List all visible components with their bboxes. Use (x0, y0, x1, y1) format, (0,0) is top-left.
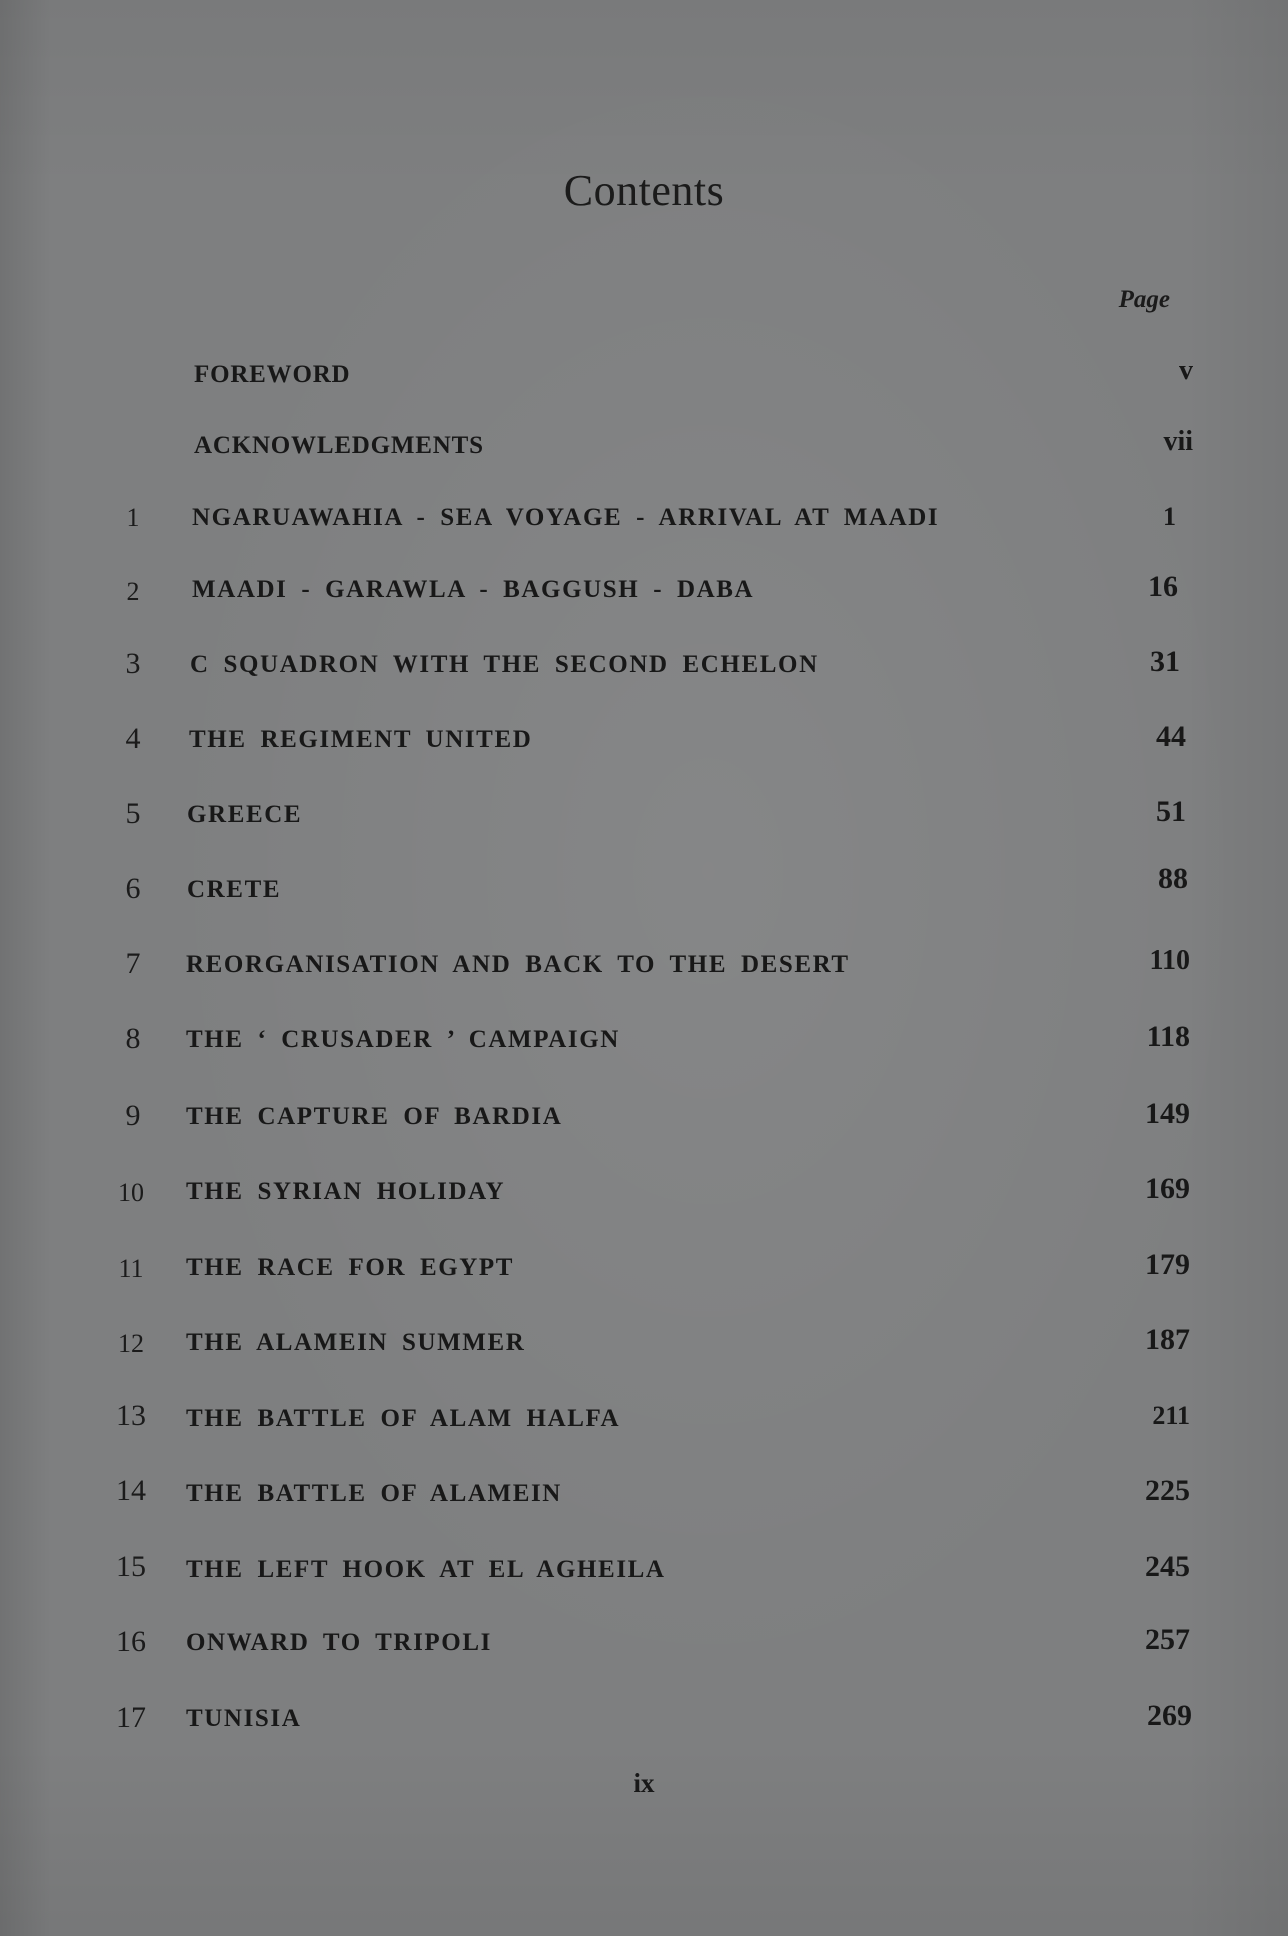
chapter-number: 16 (116, 1625, 146, 1658)
toc-entry-chapter (0, 793, 1288, 841)
chapter-page: 31 (1150, 645, 1180, 678)
chapter-number: 9 (125, 1099, 141, 1132)
toc-entry-chapter (0, 1397, 1288, 1445)
chapter-page: 1 (1163, 502, 1176, 531)
toc-entry-chapter (0, 1018, 1288, 1066)
chapter-page: 211 (1152, 1401, 1190, 1430)
toc-entry-chapter (0, 568, 1288, 616)
toc-entry-chapter (0, 496, 1288, 544)
chapter-title: CRETE (187, 876, 282, 903)
toc-entry-chapter (0, 1246, 1288, 1294)
chapter-title: THE LEFT HOOK AT EL AGHEILA (186, 1556, 666, 1583)
toc-entry-chapter (0, 862, 1288, 916)
toc-entry-chapter (0, 1095, 1288, 1143)
chapter-number: 8 (125, 1022, 141, 1055)
chapter-page: 187 (1145, 1323, 1190, 1356)
chapter-page: 257 (1145, 1623, 1190, 1656)
chapter-page: 169 (1145, 1172, 1190, 1205)
chapter-page: 245 (1145, 1550, 1190, 1583)
chapter-number: 12 (118, 1329, 144, 1358)
chapter-number: 14 (116, 1474, 146, 1507)
toc-entry-chapter (0, 1548, 1288, 1596)
chapter-number: 2 (126, 577, 140, 606)
chapter-number: 1 (126, 503, 140, 532)
chapter-page: 88 (1158, 862, 1188, 895)
chapter-number: 15 (116, 1550, 146, 1583)
page-column-header: Page (1118, 286, 1170, 313)
chapter-number: 6 (125, 872, 141, 905)
toc-entry-chapter (0, 1170, 1288, 1218)
chapter-title: NGARUAWAHIA - SEA VOYAGE - ARRIVAL AT MAADI (192, 504, 940, 531)
chapter-number: 13 (116, 1399, 146, 1432)
page-number-folio: ix (633, 1768, 655, 1798)
toc-entry-chapter (0, 643, 1288, 691)
chapter-title: THE ALAMEIN SUMMER (186, 1329, 526, 1356)
chapter-number: 3 (125, 647, 141, 680)
chapter-title: TUNISIA (186, 1705, 302, 1732)
chapter-title: GREECE (187, 801, 303, 828)
toc-entry-chapter (0, 1697, 1288, 1745)
chapter-number: 17 (116, 1701, 146, 1734)
chapter-number: 10 (118, 1178, 144, 1207)
toc-entry-chapter (0, 1472, 1288, 1520)
toc-entry-chapter (0, 718, 1288, 766)
chapter-number: 5 (125, 797, 141, 830)
chapter-page: 149 (1145, 1097, 1190, 1130)
toc-entry-page: v (1179, 355, 1193, 386)
chapter-page: 51 (1156, 795, 1186, 828)
toc-entry-page: vii (1163, 426, 1193, 457)
page-title: Contents (563, 166, 725, 216)
chapter-title: THE SYRIAN HOLIDAY (186, 1178, 506, 1205)
toc-entry-chapter (0, 943, 1288, 991)
chapter-page: 110 (1149, 945, 1190, 976)
chapter-page: 16 (1148, 570, 1178, 603)
chapter-title: THE ‘ CRUSADER ’ CAMPAIGN (186, 1026, 620, 1053)
toc-entry-chapter (0, 1321, 1288, 1369)
chapter-title: MAADI - GARAWLA - BAGGUSH - DABA (192, 576, 755, 603)
chapter-title: THE REGIMENT UNITED (189, 726, 533, 753)
chapter-page: 225 (1145, 1474, 1190, 1507)
toc-entry-title: ACKNOWLEDGMENTS (194, 432, 484, 459)
toc-entry-foreword (0, 353, 1288, 401)
chapter-title: THE CAPTURE OF BARDIA (186, 1103, 563, 1130)
chapter-title: C SQUADRON WITH THE SECOND ECHELON (190, 651, 819, 678)
chapter-title: THE BATTLE OF ALAM HALFA (186, 1405, 621, 1432)
chapter-title: THE RACE FOR EGYPT (186, 1254, 515, 1281)
chapter-page: 44 (1156, 720, 1186, 753)
toc-entry-title: FOREWORD (194, 361, 351, 388)
chapter-title: ONWARD TO TRIPOLI (186, 1629, 492, 1656)
chapter-page: 118 (1146, 1020, 1190, 1053)
chapter-page: 269 (1147, 1699, 1192, 1732)
chapter-page: 179 (1145, 1248, 1190, 1281)
chapter-title: REORGANISATION AND BACK TO THE DESERT (186, 951, 850, 978)
chapter-title: THE BATTLE OF ALAMEIN (186, 1480, 562, 1507)
chapter-number: 7 (125, 947, 141, 980)
chapter-number: 4 (125, 722, 141, 755)
chapter-number: 11 (118, 1254, 144, 1283)
toc-entry-chapter (0, 1621, 1288, 1669)
toc-entry-acknowledgments (0, 424, 1288, 472)
